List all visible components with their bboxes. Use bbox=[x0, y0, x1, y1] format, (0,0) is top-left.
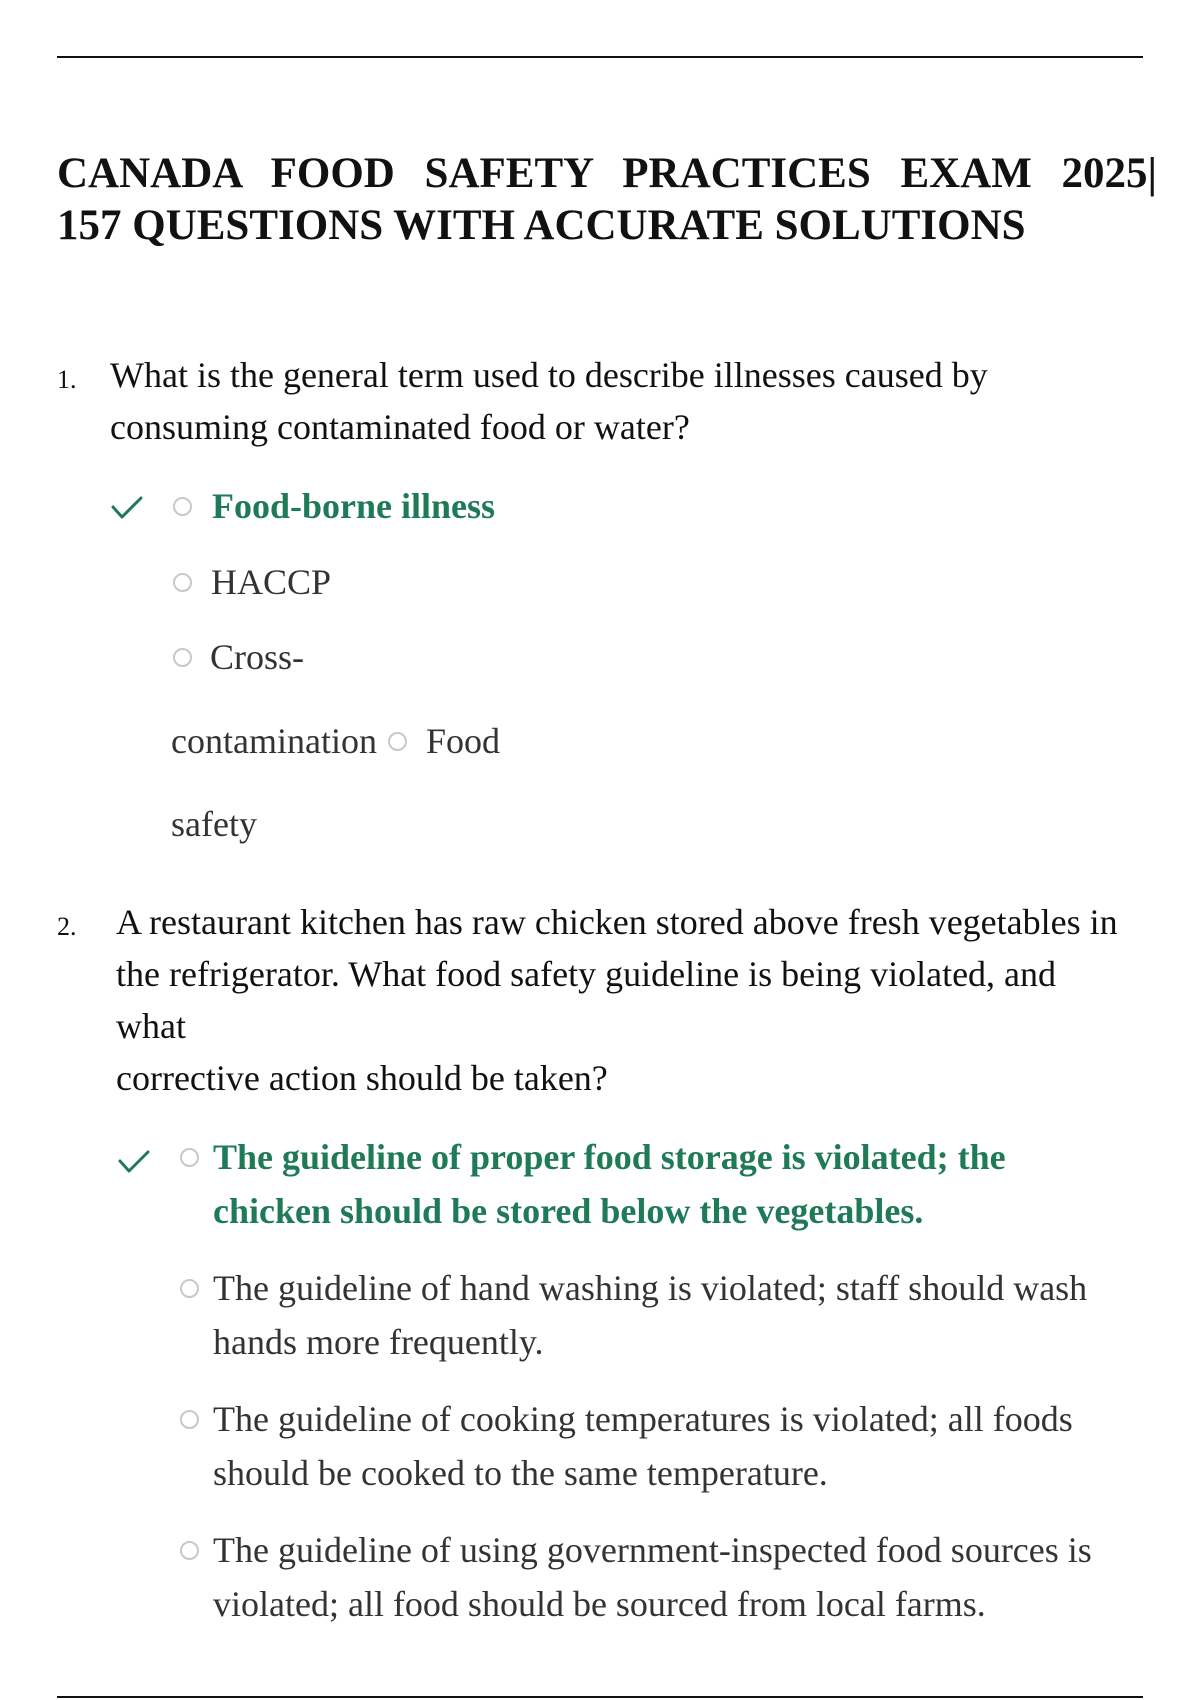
answer-option[interactable]: Food bbox=[426, 721, 501, 761]
question-text-line: consuming contaminated food or water? bbox=[110, 407, 690, 447]
question-text bbox=[110, 349, 988, 453]
question-text-line: A restaurant kitchen has raw chicken stored above fresh vegetables in bbox=[116, 902, 1118, 942]
answer-line: should be cooked to the same temperature. bbox=[213, 1453, 828, 1493]
question-text-line: the refrigerator. What food safety guideline is being violated, and bbox=[116, 954, 1057, 994]
answer-line: hands more frequently. bbox=[213, 1322, 544, 1362]
radio-button[interactable] bbox=[388, 732, 407, 751]
check-icon bbox=[117, 1144, 151, 1178]
title-line-2: 157 QUESTIONS WITH ACCURATE SOLUTIONS bbox=[57, 202, 1026, 249]
check-icon bbox=[110, 490, 144, 524]
question-number: 1. bbox=[57, 365, 77, 394]
answer-line: The guideline of using government-inspected food sources is bbox=[213, 1530, 1092, 1570]
answer-option[interactable] bbox=[213, 1392, 1073, 1500]
radio-button[interactable] bbox=[180, 1410, 199, 1429]
radio-button[interactable] bbox=[180, 1541, 199, 1560]
answer-line: The guideline of hand washing is violated; staff should wash bbox=[213, 1268, 1088, 1308]
question-text-line: what bbox=[116, 1006, 186, 1046]
radio-button[interactable] bbox=[173, 573, 192, 592]
title-line-1: CANADA FOOD SAFETY PRACTICES EXAM 2025| bbox=[57, 150, 1157, 197]
radio-button[interactable] bbox=[180, 1148, 199, 1167]
question-number: 2. bbox=[57, 912, 77, 941]
bottom-rule bbox=[57, 1696, 1143, 1698]
answer-line: The guideline of proper food storage is violated; the bbox=[213, 1137, 1006, 1177]
answer-line: The guideline of cooking temperatures is violated; all foods bbox=[213, 1399, 1073, 1439]
answer-option[interactable]: Cross- bbox=[210, 637, 305, 677]
correct-answer-option[interactable] bbox=[213, 1130, 1006, 1238]
radio-button[interactable] bbox=[180, 1279, 199, 1298]
answer-line: violated; all food should be sourced from local farms. bbox=[213, 1584, 986, 1624]
answer-option[interactable] bbox=[213, 1261, 1087, 1369]
question-text-line: corrective action should be taken? bbox=[116, 1058, 608, 1098]
answer-line: chicken should be stored below the vegetables. bbox=[213, 1191, 924, 1231]
answer-option-continuation: safety bbox=[171, 804, 257, 844]
correct-answer-option[interactable]: Food-borne illness bbox=[212, 486, 496, 526]
answer-option[interactable]: HACCP bbox=[211, 562, 332, 602]
document-title bbox=[57, 148, 1157, 252]
answer-option[interactable] bbox=[213, 1523, 1092, 1631]
radio-button[interactable] bbox=[173, 648, 192, 667]
question-text bbox=[116, 896, 1118, 1104]
radio-button[interactable] bbox=[173, 497, 192, 516]
top-rule bbox=[57, 56, 1143, 58]
question-text-line: What is the general term used to describe illnesses caused by bbox=[110, 355, 988, 395]
answer-option-continuation: contamination bbox=[171, 721, 377, 761]
